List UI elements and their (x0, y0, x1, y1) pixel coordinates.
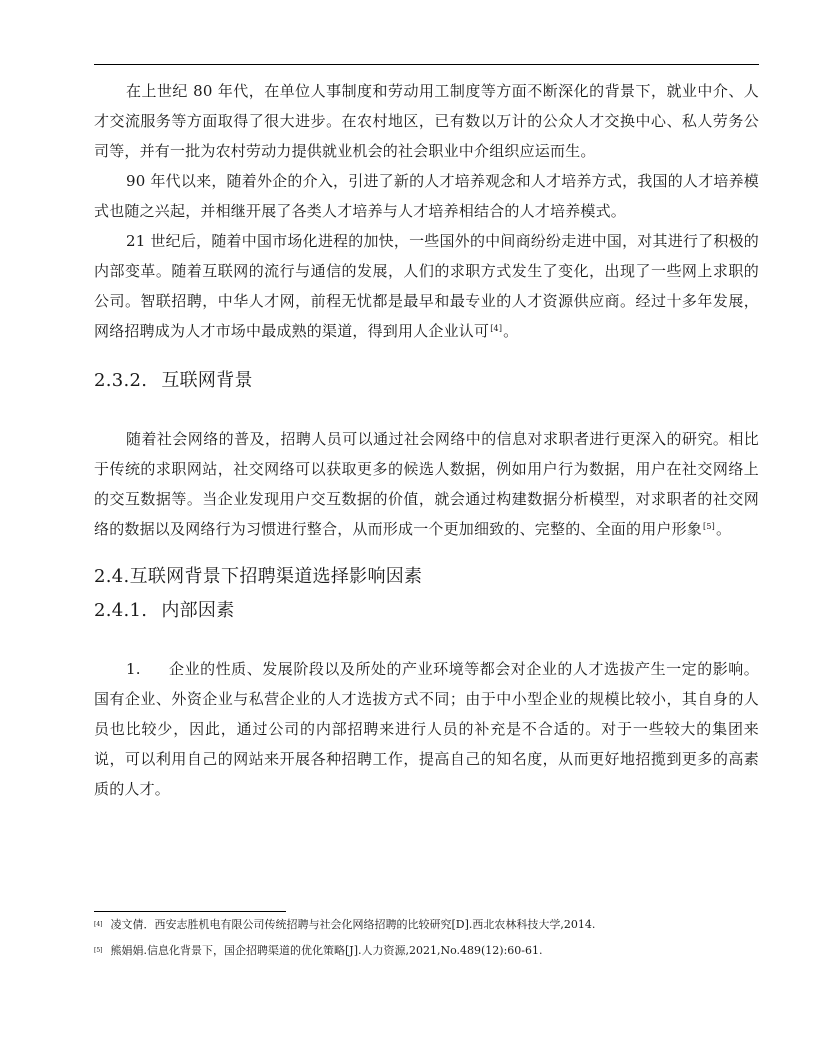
paragraph-1990s: 90 年代以来，随着外企的介入，引进了新的人才培养观念和人才培养方式，我国的人才培养模式也随之兴起，并相继开展了各类人才培养与人才培养相结合的人才培养模式。 (94, 172, 759, 220)
section-heading-2-3-2: 2.3.2. 互联网背景 (94, 370, 253, 391)
footnote-rule (94, 911, 286, 912)
citation-ref[interactable]: [5] (703, 522, 715, 531)
citation-ref[interactable]: [4] (490, 324, 503, 333)
paragraph-internet-background: 随着社会网络的普及，招聘人员可以通过社会网络中的信息对求职者进行更深入的研究。相比于传统的求职网站，社交网络可以获取更多的候选人数据，例如用户行为数据，用户在社交网络上的交互数据等。当企业发现用户交互数据的价值，就会通过构建数据分析模型，对求职者的社交网络的数据以及网络行为习惯进行整合，从而形成一个更加细致的、完整的、全面的用户形象[5]。 (94, 430, 759, 538)
paragraph-1980s: 在上世纪 80 年代，在单位人事制度和劳动用工制度等方面不断深化的背景下，就业中介、人才交流服务等方面取得了很大进步。在农村地区，已有数以万计的公众人才交换中心、私人劳务公司等，并有一批为农村劳动力提供就业机会的社会职业中介组织应运而生。 (94, 82, 759, 160)
footnote-4: [4] 凌文倩．西安志胜机电有限公司传统招聘与社会化网络招聘的比较研究[D].西北农林科技大学,2014. (94, 918, 596, 931)
section-heading-2-4-1: 2.4.1. 内部因素 (94, 600, 235, 621)
footnotes (94, 918, 759, 970)
footnote-5: [5] 熊娟娟.信息化背景下，国企招聘渠道的优化策略[J].人力资源,2021,No.489(12):60-61. (94, 944, 543, 957)
header-rule (94, 64, 759, 65)
list-item-internal-factor-1: 1. 企业的性质、发展阶段以及所处的产业环境等都会对企业的人才选拔产生一定的影响。国有企业、外资企业与私营企业的人才选拔方式不同；由于中小型企业的规模比较小，其自身的人员也比较少，因此，通过公司的内部招聘来进行人员的补充是不合适的。对于一些较大的集团来说，可以利用自己的网站来开展各种招聘工作，提高自己的知名度，从而更好地招揽到更多的高素质的人才。 (94, 660, 759, 798)
page-body (94, 76, 759, 804)
paragraph-21st-century: 21 世纪后，随着中国市场化进程的加快，一些国外的中间商纷纷走进中国，对其进行了积极的内部变革。随着互联网的流行与通信的发展，人们的求职方式发生了变化，出现了一些网上求职的公司。智联招聘，中华人才网，前程无忧都是最早和最专业的人才资源供应商。经过十多年发展，网络招聘成为人才市场中最成熟的渠道，得到用人企业认可[4]。 (94, 232, 759, 340)
section-heading-2-4: 2.4.互联网背景下招聘渠道选择影响因素 (94, 566, 423, 587)
